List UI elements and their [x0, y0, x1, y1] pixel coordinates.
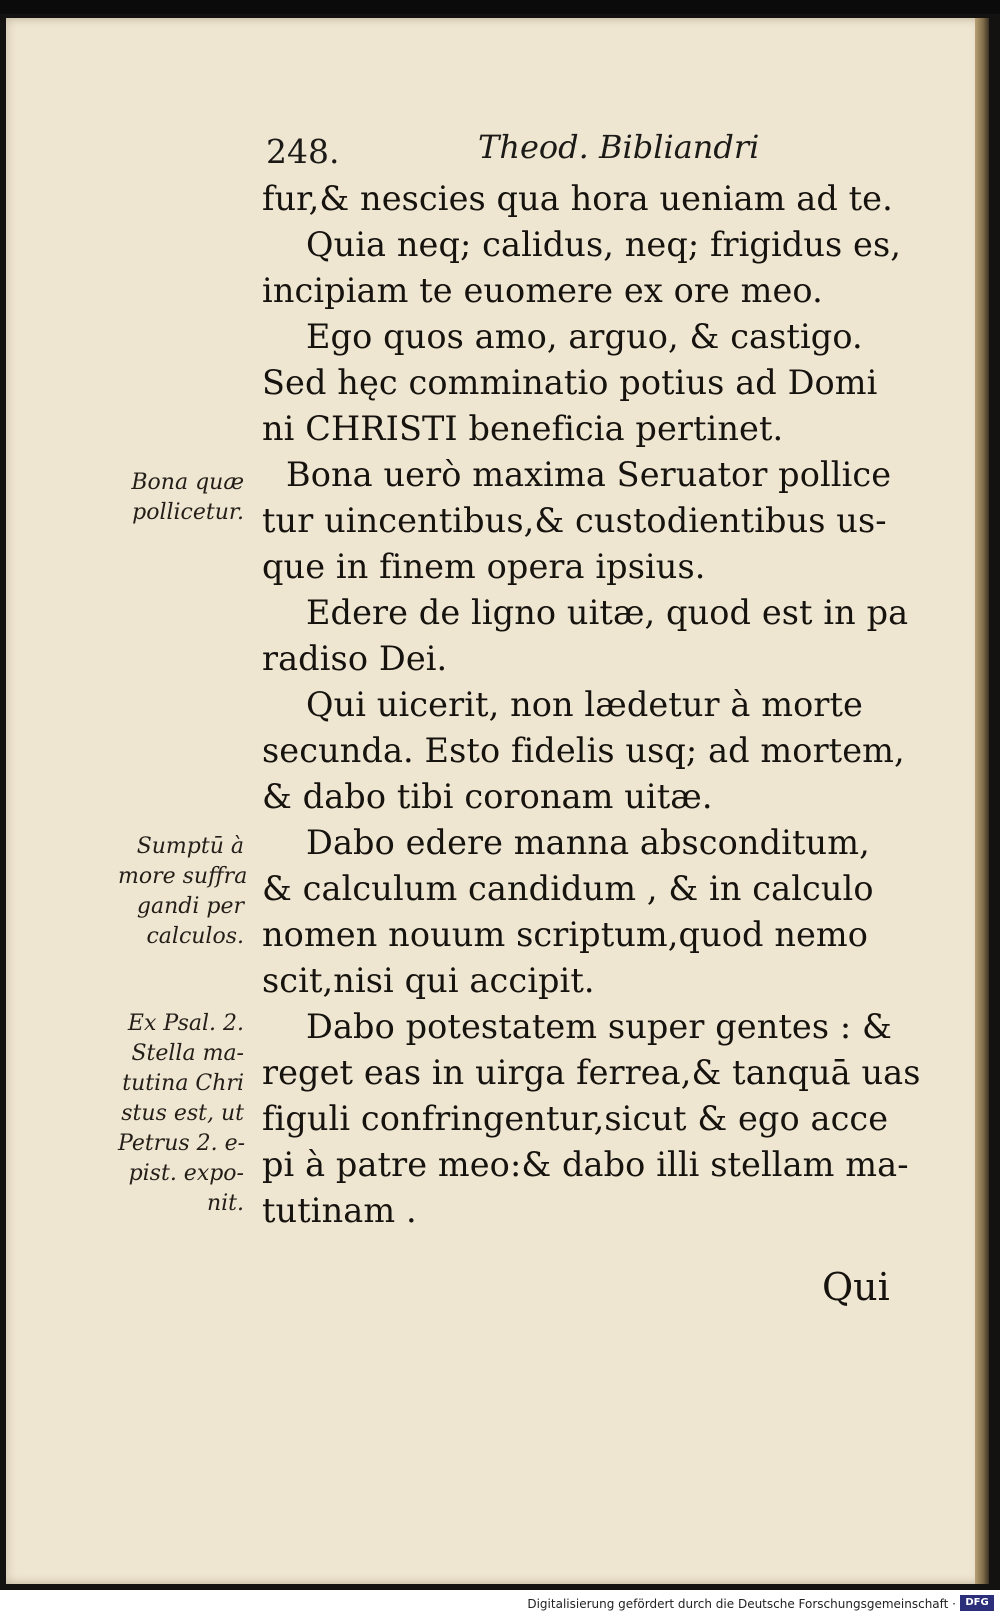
marginal-note-line: gandi per: [136, 894, 244, 919]
text-line: que in finem opera ipsius.: [262, 547, 706, 586]
text-line: Sed hęc comminatio potius ad Domi: [262, 363, 878, 402]
marginal-note-line: nit.: [206, 1191, 244, 1216]
marginal-note-line: pollicetur.: [132, 500, 244, 525]
text-line: Edere de ligno uitæ, quod est in pa: [306, 593, 909, 632]
text-line: Dabo potestatem super gentes : &: [306, 1007, 892, 1046]
marginal-note-line: pist. expo-: [128, 1161, 244, 1186]
scan-top-border: [0, 0, 1000, 14]
marginal-note-line: calculos.: [146, 924, 244, 949]
page-number: 248.: [266, 132, 340, 171]
marginal-note-line: more suffra: [118, 864, 248, 889]
text-line: ni CHRISTI beneficia pertinet.: [262, 409, 784, 448]
text-line: nomen nouum scriptum,quod nemo: [262, 915, 869, 954]
marginal-note-line: tutina Chri: [122, 1071, 244, 1096]
marginal-note-line: stus est, ut: [121, 1101, 244, 1126]
text-line: Quia neq; calidus, neq; frigidus es,: [306, 225, 902, 264]
text-line: reget eas in uirga ferrea,& tanquā uas: [262, 1053, 921, 1092]
page-edge: [975, 18, 989, 1584]
text-line: fur,& nescies qua hora ueniam ad te.: [262, 179, 893, 218]
text-line: & dabo tibi coronam uitæ.: [262, 777, 713, 816]
body-text: [262, 176, 921, 1234]
running-title: Theod. Bibliandri: [478, 128, 760, 166]
marginal-note: [118, 1009, 244, 1219]
text-line: Ego quos amo, arguo, & castigo.: [306, 317, 863, 356]
text-line: figuli confringentur,sicut & ego acce: [262, 1099, 889, 1138]
marginal-note: [118, 832, 248, 952]
marginal-note-line: Bona quæ: [131, 470, 244, 495]
text-line: tutinam .: [262, 1191, 417, 1230]
text-line: tur uincentibus,& custodientibus us-: [262, 501, 887, 540]
text-line: scit,nisi qui accipit.: [262, 961, 595, 1000]
marginal-note-line: Stella ma-: [131, 1041, 244, 1066]
text-line: secunda. Esto fidelis usq; ad mortem,: [262, 731, 905, 770]
text-line: Qui uicerit, non lædetur à morte: [306, 685, 863, 724]
text-line: Bona uerò maxima Seruator pollice: [286, 455, 892, 494]
marginal-note: [120, 468, 244, 528]
marginal-note-line: Sumptū à: [136, 834, 244, 859]
text-line: radiso Dei.: [262, 639, 448, 678]
catchword: Qui: [822, 1265, 890, 1309]
marginal-note-line: Ex Psal. 2.: [127, 1011, 244, 1036]
text-line: & calculum candidum , & in calculo: [262, 869, 874, 908]
text-line: pi à patre meo:& dabo illi stellam ma-: [262, 1145, 909, 1184]
footer-credit: Digitalisierung gefördert durch die Deutsche Forschungsgemeinschaft ·: [527, 1597, 956, 1611]
footer-bar: [0, 1590, 1000, 1620]
text-line: incipiam te euomere ex ore meo.: [262, 271, 823, 310]
marginal-note-line: Petrus 2. e-: [118, 1131, 246, 1156]
text-line: Dabo edere manna absconditum,: [306, 823, 870, 862]
dfg-logo: DFG: [960, 1595, 994, 1611]
